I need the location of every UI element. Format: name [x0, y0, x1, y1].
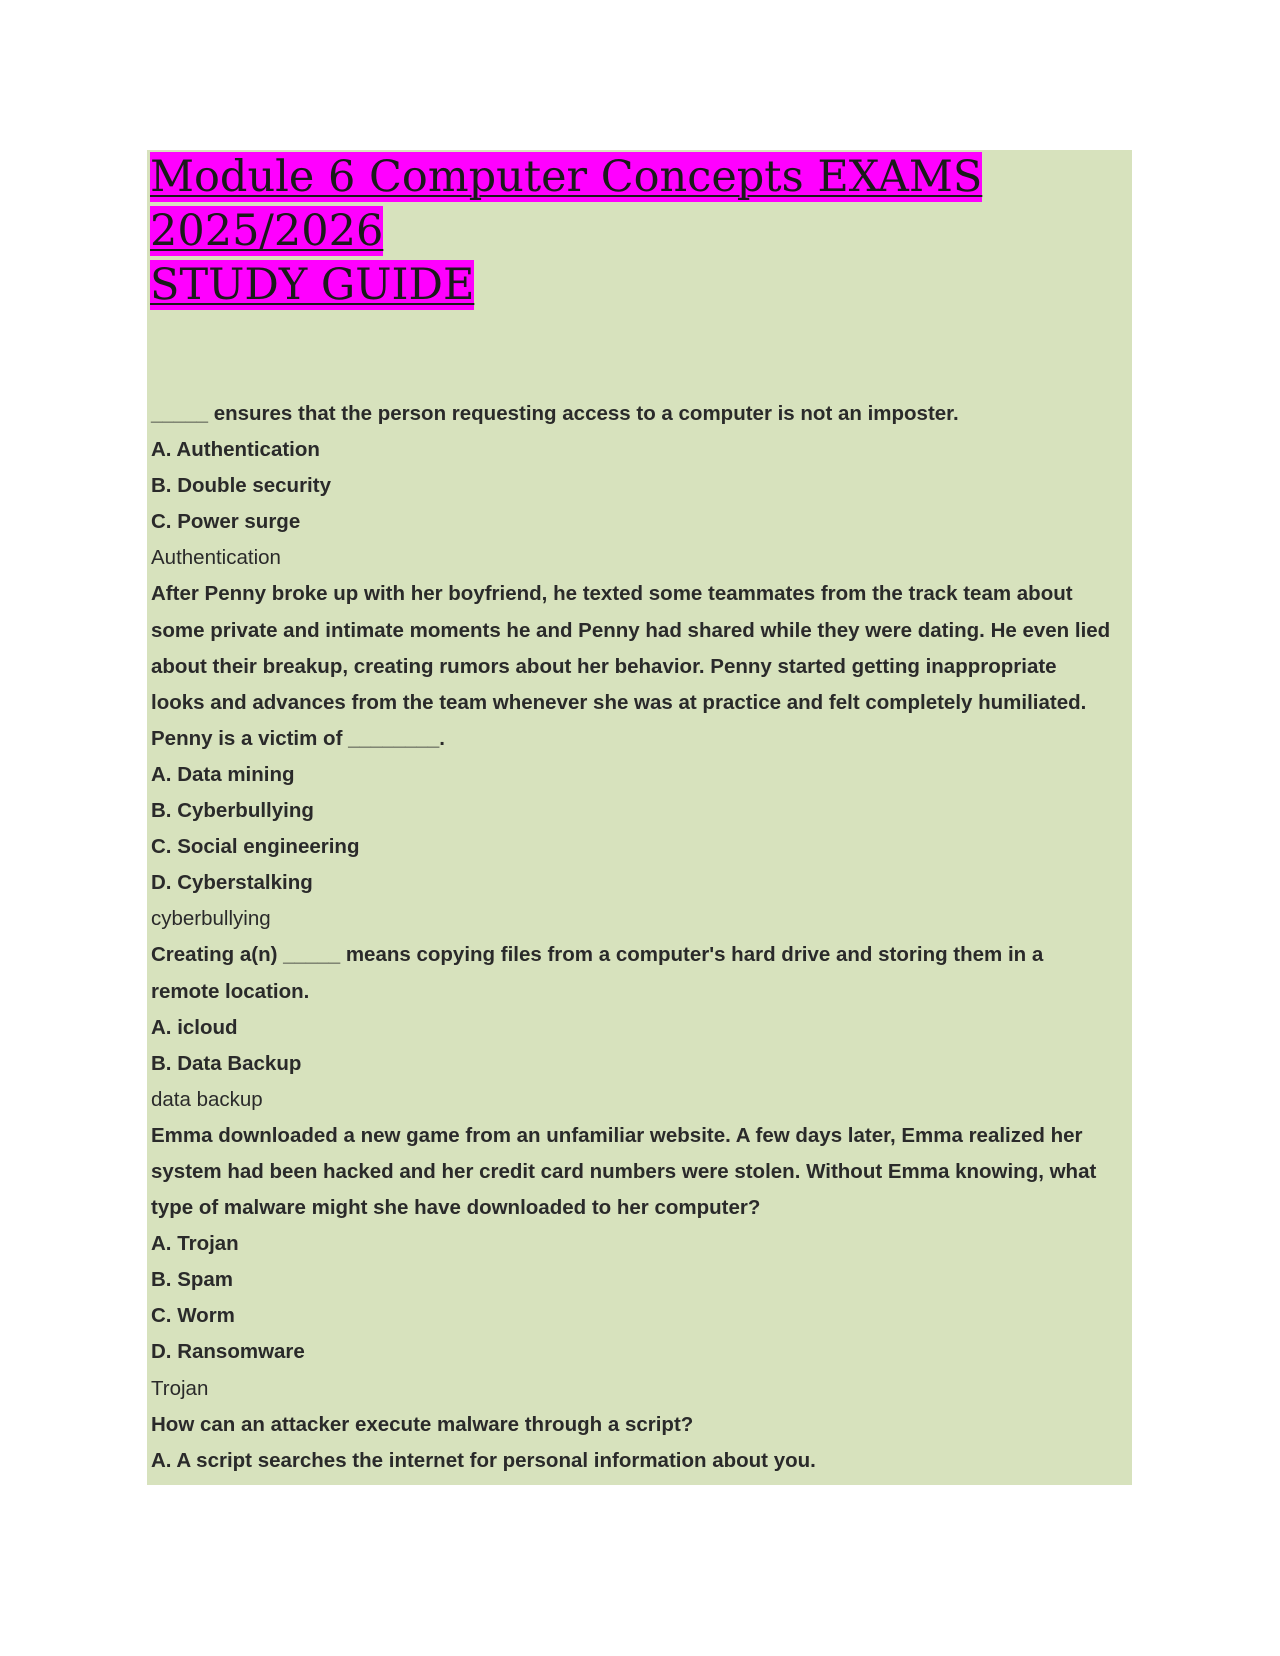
question-text: _____ ensures that the person requesting access to a computer is not an imposter.: [151, 402, 959, 425]
question-text: Creating a(n) _____ means copying files from a computer's hard drive and storing them in a: [151, 943, 1044, 967]
study-guide-content: [151, 396, 1131, 1479]
answer-option: B. Double security: [151, 474, 331, 498]
question-text: After Penny broke up with her boyfriend, he texted some teammates from the track team about: [151, 582, 1073, 606]
answer-key: data backup: [151, 1087, 263, 1111]
answer-option: A. Trojan: [151, 1232, 239, 1256]
answer-option: C. Worm: [151, 1304, 235, 1328]
answer-option: B. Spam: [151, 1268, 234, 1292]
answer-key: cyberbullying: [151, 907, 271, 931]
question-text: some private and intimate moments he and Penny had shared while they were dating. He even lied: [151, 618, 1111, 642]
question-text: Emma downloaded a new game from an unfamiliar website. A few days later, Emma realized her: [151, 1123, 1083, 1147]
answer-option: C. Power surge: [151, 510, 301, 534]
question-text: How can an attacker execute malware through a script?: [151, 1412, 694, 1436]
answer-option: D. Ransomware: [151, 1340, 305, 1364]
title-line-2: STUDY GUIDE: [150, 260, 475, 310]
question-text: Penny is a victim of ________.: [151, 726, 445, 750]
question-text: about their breakup, creating rumors about her behavior. Penny started getting inappropriate: [151, 654, 1057, 678]
answer-option: A. icloud: [151, 1015, 238, 1039]
title-line-1: Module 6 Computer Concepts EXAMS 2025/2026: [150, 152, 983, 256]
question-text: looks and advances from the team whenever she was at practice and felt completely humiliated.: [151, 690, 1087, 714]
page-title: [150, 150, 1130, 312]
answer-key: Authentication: [151, 546, 281, 570]
question-text: system had been hacked and her credit card numbers were stolen. Without Emma knowing, what: [151, 1159, 1097, 1183]
answer-option: A. A script searches the internet for personal information about you.: [151, 1448, 816, 1472]
answer-option: D. Cyberstalking: [151, 871, 313, 895]
question-text: remote location.: [151, 979, 310, 1003]
answer-option: A. Authentication: [151, 438, 320, 462]
answer-option: B. Cyberbullying: [151, 799, 314, 823]
answer-option: B. Data Backup: [151, 1051, 302, 1075]
answer-key: Trojan: [151, 1376, 209, 1400]
question-text: type of malware might she have downloaded to her computer?: [151, 1196, 761, 1220]
answer-option: C. Social engineering: [151, 835, 360, 859]
answer-option: A. Data mining: [151, 762, 295, 786]
